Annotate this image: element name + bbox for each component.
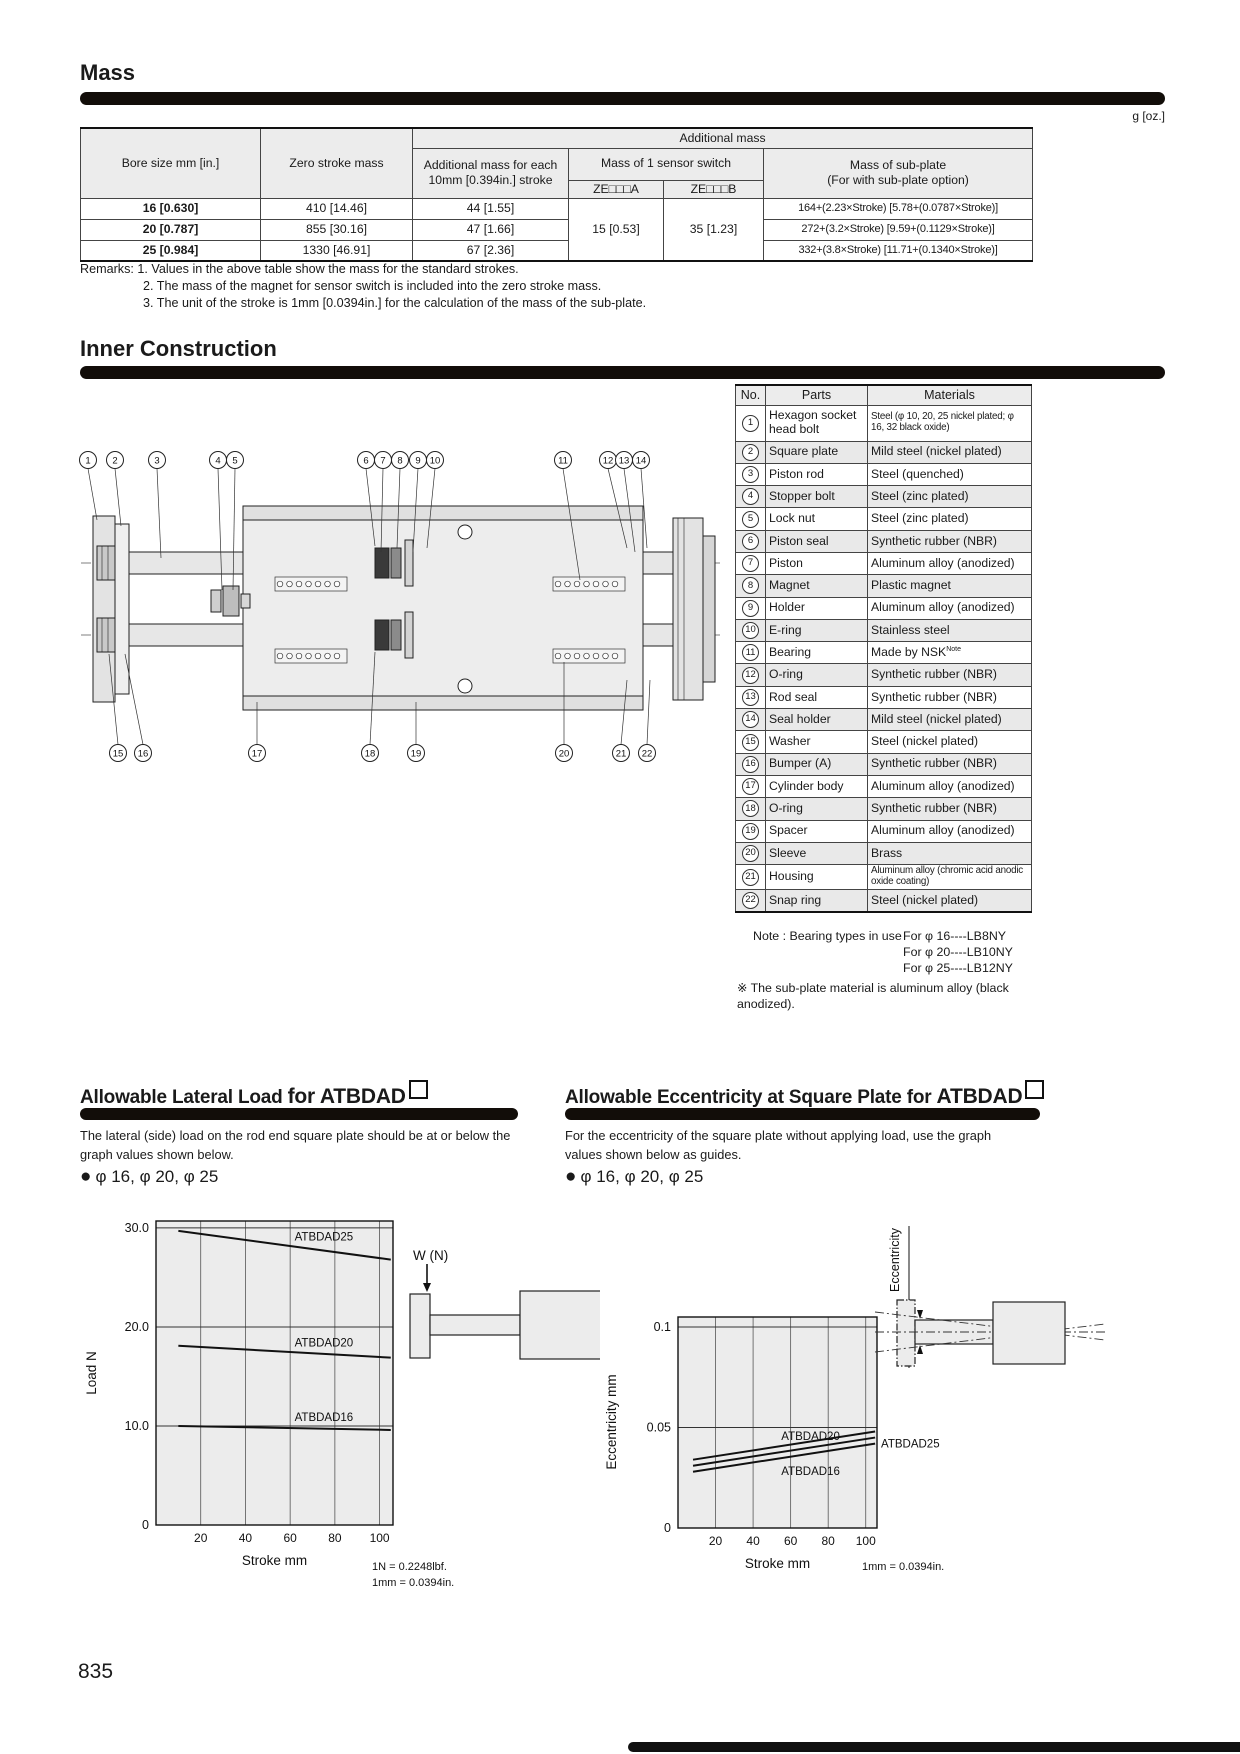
mass-table: [80, 127, 1033, 262]
bullet-dot-icon: ●: [565, 1166, 577, 1187]
parts-table-row: 19 Spacer Aluminum alloy (anodized): [736, 820, 1032, 842]
model-box-icon: [1025, 1080, 1044, 1099]
part-number-badge: 7: [742, 555, 759, 572]
sensor-b-mass: 35 [1.23]: [664, 198, 764, 261]
parts-table-row: 15 Washer Steel (nickel plated): [736, 731, 1032, 753]
parts-table-row: 6 Piston seal Synthetic rubber (NBR): [736, 530, 1032, 552]
parts-table-body: [736, 405, 1032, 912]
bearing-note-item: For φ 16----LB8NY: [903, 929, 1007, 943]
part-number-badge: 14: [742, 711, 759, 728]
svg-text:20: 20: [558, 748, 570, 760]
svg-text:5: 5: [232, 455, 238, 467]
parts-col-materials: Materials: [868, 385, 1032, 405]
svg-text:9: 9: [415, 455, 421, 467]
svg-text:100: 100: [369, 1531, 390, 1545]
part-number-badge: 10: [742, 622, 759, 639]
part-number-badge: 20: [742, 845, 759, 862]
parts-table-row: 14 Seal holder Mild steel (nickel plated): [736, 709, 1032, 731]
svg-text:21: 21: [615, 748, 627, 760]
mass-section-title: Mass: [80, 60, 136, 85]
bearing-note-label: Note : Bearing types in use: [753, 929, 902, 943]
svg-text:100: 100: [855, 1534, 876, 1548]
parts-table-row: 17 Cylinder body Aluminum alloy (anodized): [736, 775, 1032, 797]
svg-text:1N = 0.2248lbf.: 1N = 0.2248lbf.: [372, 1561, 447, 1573]
mass-col-sensor-a: ZE□□□A: [569, 180, 664, 198]
lateral-intro: The lateral (side) load on the rod end square plate should be at or below the graph values shown below.: [80, 1128, 511, 1163]
svg-text:8: 8: [397, 455, 403, 467]
parts-table-row: 8 Magnet Plastic magnet: [736, 575, 1032, 597]
part-number-badge: 16: [742, 756, 759, 773]
mass-col-per10: Additional mass for each 10mm [0.394in.] stroke: [413, 148, 569, 198]
svg-text:20: 20: [708, 1534, 723, 1548]
parts-table-row: 22 Snap ring Steel (nickel plated): [736, 890, 1032, 912]
svg-text:80: 80: [821, 1534, 835, 1548]
eccentricity-diagram: [875, 1226, 1105, 1368]
svg-text:Load N: Load N: [84, 1351, 99, 1395]
parts-table-row: 7 Piston Aluminum alloy (anodized): [736, 552, 1032, 574]
svg-text:Eccentricity: Eccentricity: [888, 1228, 902, 1292]
bearing-note-item: For φ 20----LB10NY: [903, 945, 1013, 959]
svg-text:0: 0: [664, 1521, 671, 1535]
part-number-badge: 4: [742, 488, 759, 505]
svg-text:1: 1: [85, 455, 91, 467]
parts-col-parts: Parts: [766, 385, 868, 405]
parts-table-row: 4 Stopper bolt Steel (zinc plated): [736, 486, 1032, 508]
parts-table-row: 9 Holder Aluminum alloy (anodized): [736, 597, 1032, 619]
svg-text:10.0: 10.0: [124, 1418, 149, 1433]
svg-text:W (N): W (N): [413, 1248, 449, 1263]
inner-section-title: Inner Construction: [80, 336, 277, 361]
svg-text:0.1: 0.1: [653, 1320, 671, 1335]
mass-col-subplate: Mass of sub-plate (For with sub-plate option): [764, 148, 1033, 198]
square-plate-shape: [93, 516, 115, 702]
housing-shape: [673, 518, 703, 700]
mass-col-zero: Zero stroke mass: [261, 128, 413, 198]
parts-table-row: 1 Hexagon socket head bolt Steel (φ 10, 20, 25 nickel plated; φ 16, 32 black oxide): [736, 405, 1032, 441]
part-number-badge: 2: [742, 444, 759, 461]
parts-table-row: 18 O-ring Synthetic rubber (NBR): [736, 798, 1032, 820]
parts-table-row: 12 O-ring Synthetic rubber (NBR): [736, 664, 1032, 686]
svg-text:14: 14: [635, 455, 647, 467]
svg-text:2: 2: [112, 455, 118, 467]
cylinder-body-shape: [243, 506, 643, 710]
part-number-badge: 12: [742, 667, 759, 684]
svg-text:0: 0: [142, 1518, 149, 1532]
remark-line: 2. The mass of the magnet for sensor switch is included into the zero stroke mass.: [143, 279, 602, 293]
part-number-badge: 13: [742, 689, 759, 706]
svg-text:ATBDAD20: ATBDAD20: [294, 1337, 354, 1350]
mass-col-additional: Additional mass: [413, 128, 1033, 148]
mass-col-sensor-b: ZE□□□B: [664, 180, 764, 198]
part-number-badge: 17: [742, 778, 759, 795]
svg-text:30.0: 30.0: [124, 1220, 149, 1235]
mass-remarks: [80, 261, 980, 312]
parts-table-row: 20 Sleeve Brass: [736, 842, 1032, 864]
remark-line: Remarks: 1. Values in the above table show the mass for the standard strokes.: [80, 262, 519, 276]
mass-unit-label: g [oz.]: [1132, 109, 1165, 123]
part-number-badge: 6: [742, 533, 759, 550]
part-number-badge: 19: [742, 823, 759, 840]
load-arrow-icon: [423, 1283, 431, 1292]
lateral-section-rule: [80, 1108, 518, 1120]
model-box-icon: [409, 1080, 428, 1099]
svg-text:19: 19: [410, 748, 422, 760]
svg-text:40: 40: [746, 1534, 760, 1548]
part-number-badge: 5: [742, 511, 759, 528]
svg-text:ATBDAD16: ATBDAD16: [781, 1466, 840, 1479]
parts-table-row: 16 Bumper (A) Synthetic rubber (NBR): [736, 753, 1032, 775]
inner-construction-diagram: [75, 440, 725, 770]
svg-text:22: 22: [641, 748, 653, 760]
sensor-a-mass: 15 [0.53]: [569, 198, 664, 261]
svg-text:Stroke mm: Stroke mm: [241, 1553, 308, 1568]
eccentricity-intro: For the eccentricity of the square plate without applying load, use the graph values shown below as guides.: [565, 1128, 992, 1163]
parts-table-row: 2 Square plate Mild steel (nickel plated): [736, 441, 1032, 463]
bearing-note-item: For φ 25----LB12NY: [903, 961, 1013, 975]
mass-table-row: 20 [0.787] 855 [30.16] 47 [1.66] 272+(3.2×Stroke) [9.59+(0.1129×Stroke)]: [81, 219, 1033, 240]
svg-text:0.05: 0.05: [646, 1420, 671, 1435]
svg-text:60: 60: [283, 1531, 297, 1545]
parts-table-row: 11 Bearing Made by $NSK^{Note}$: [736, 642, 1032, 664]
eccentricity-section-title: Allowable Eccentricity at Square Plate for ATBDAD: [565, 1080, 1044, 1109]
svg-text:13: 13: [618, 455, 630, 467]
svg-text:ATBDAD25: ATBDAD25: [881, 1438, 940, 1451]
parts-table-row: 5 Lock nut Steel (zinc plated): [736, 508, 1032, 530]
svg-text:10: 10: [429, 455, 441, 467]
mass-table-body: [81, 198, 1033, 261]
parts-col-no: No.: [736, 385, 766, 405]
mass-section-rule: [80, 92, 1165, 105]
eccentricity-bore-bullet: ● φ 16, φ 20, φ 25: [565, 1166, 704, 1187]
part-number-badge: 18: [742, 800, 759, 817]
mass-col-bore: Bore size mm [in.]: [81, 128, 261, 198]
page-number: 835: [78, 1660, 114, 1683]
part-number-badge: 9: [742, 600, 759, 617]
svg-text:60: 60: [783, 1534, 798, 1548]
subplate-note: ※ The sub-plate material is aluminum alloy (black anodized).: [737, 981, 1009, 1011]
lateral-section-title: Allowable Lateral Load for ATBDAD: [80, 1080, 428, 1109]
svg-text:ATBDAD20: ATBDAD20: [781, 1431, 840, 1444]
parts-table-row: 21 Housing Aluminum alloy (chromic acid anodic oxide coating): [736, 865, 1032, 890]
svg-text:7: 7: [380, 455, 386, 467]
part-number-badge: 11: [742, 644, 759, 661]
svg-text:12: 12: [602, 455, 614, 467]
parts-table: [735, 384, 1032, 913]
svg-text:15: 15: [112, 748, 124, 760]
svg-text:17: 17: [251, 748, 263, 760]
part-number-badge: 8: [742, 577, 759, 594]
svg-text:16: 16: [137, 748, 149, 760]
svg-text:6: 6: [363, 455, 369, 467]
eccentricity-chart: [565, 1198, 1165, 1598]
part-number-badge: 15: [742, 734, 759, 751]
svg-text:ATBDAD16: ATBDAD16: [294, 1412, 354, 1425]
part-number-badge: 21: [742, 869, 759, 886]
part-number-badge: 22: [742, 892, 759, 909]
svg-text:3: 3: [154, 455, 160, 467]
remark-line: 3. The unit of the stroke is 1mm [0.0394in.] for the calculation of the mass of the sub-plate.: [143, 296, 647, 310]
svg-text:4: 4: [215, 455, 221, 467]
svg-text:Stroke mm: Stroke mm: [744, 1556, 811, 1571]
parts-table-row: 10 E-ring Stainless steel: [736, 619, 1032, 641]
svg-text:11: 11: [558, 455, 568, 467]
mass-table-row: 16 [0.630] 410 [14.46] 44 [1.55] 15 [0.53] 35 [1.23] 164+(2.23×Stroke) [5.78+(0.0787×Stroke)]: [81, 198, 1033, 219]
parts-table-row: 13 Rod seal Synthetic rubber (NBR): [736, 686, 1032, 708]
lateral-bore-bullet: ● φ 16, φ 20, φ 25: [80, 1166, 219, 1187]
lateral-load-chart: [80, 1198, 600, 1598]
bearing-note-items: [903, 928, 1013, 976]
svg-text:40: 40: [238, 1531, 253, 1545]
svg-text:1mm = 0.0394in.: 1mm = 0.0394in.: [372, 1577, 455, 1589]
svg-text:20.0: 20.0: [124, 1319, 149, 1334]
svg-text:1mm = 0.0394in.: 1mm = 0.0394in.: [862, 1561, 945, 1573]
svg-text:18: 18: [364, 748, 376, 760]
svg-text:80: 80: [328, 1531, 342, 1545]
mass-col-sensor: Mass of 1 sensor switch: [569, 148, 764, 180]
svg-text:Eccentricity mm: Eccentricity mm: [604, 1374, 619, 1470]
part-number-badge: 1: [742, 415, 759, 432]
svg-text:ATBDAD25: ATBDAD25: [294, 1231, 354, 1244]
mass-table-row: 25 [0.984] 1330 [46.91] 67 [2.36] 332+(3.8×Stroke) [11.71+(0.1340×Stroke)]: [81, 240, 1033, 261]
eccentricity-section-rule: [565, 1108, 1040, 1120]
footer-rule: [628, 1742, 1240, 1752]
inner-section-rule: [80, 366, 1165, 379]
parts-table-row: 3 Piston rod Steel (quenched): [736, 463, 1032, 485]
part-number-badge: 3: [742, 466, 759, 483]
bullet-dot-icon: ●: [80, 1166, 92, 1187]
svg-text:20: 20: [194, 1531, 208, 1545]
